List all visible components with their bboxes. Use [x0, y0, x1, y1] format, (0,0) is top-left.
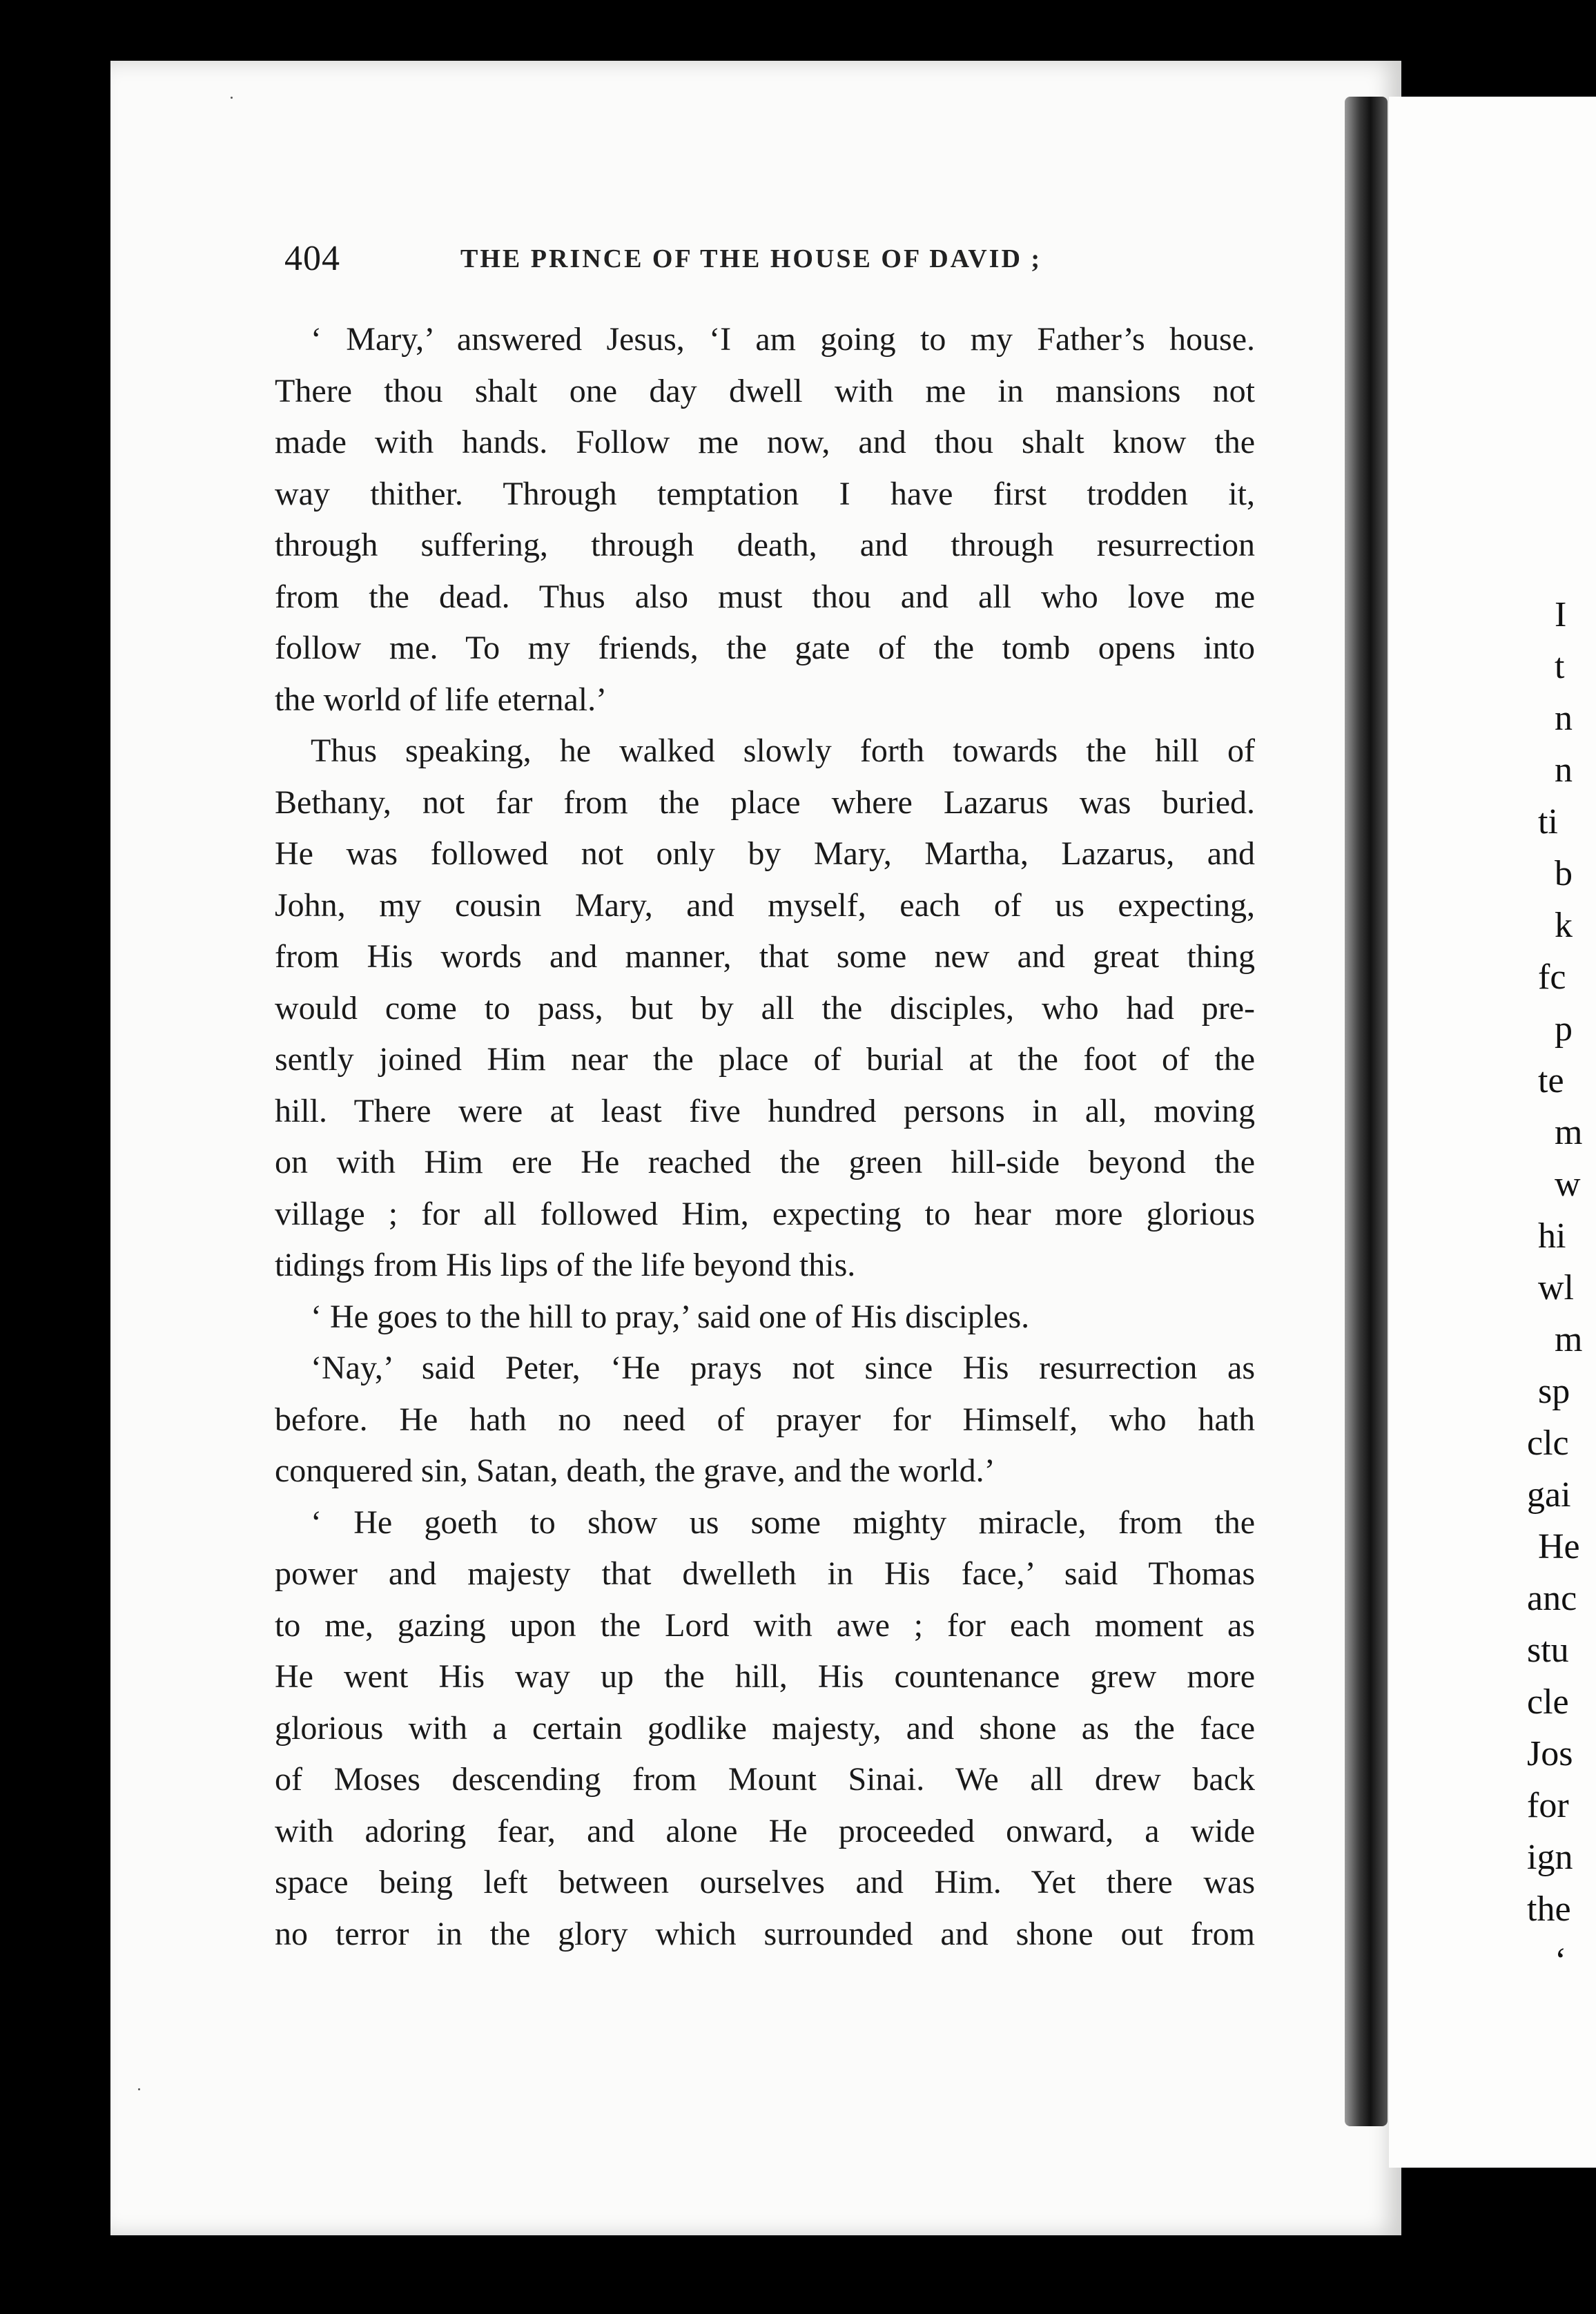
facing-page-fragment: cle: [1527, 1682, 1569, 1722]
facing-page-fragment: t: [1555, 647, 1565, 686]
facing-page-fragment: hi: [1538, 1216, 1566, 1256]
text-line: village ; for all followed Him, expecting to hear more glorious: [275, 1195, 1255, 1232]
facing-page-fragment: anc: [1527, 1579, 1577, 1618]
text-line: tidings from His lips of the life beyond this.: [275, 1247, 856, 1283]
text-line: of Moses descending from Mount Sinai. We all drew back: [275, 1761, 1255, 1798]
text-line: He went His way up the hill, His countenance grew more: [275, 1658, 1255, 1695]
body-text: [275, 314, 1255, 1960]
text-line: He was followed not only by Mary, Martha, Lazarus, and: [275, 835, 1255, 872]
scan-speck: [231, 97, 233, 99]
text-line: follow me. To my friends, the gate of the tomb opens into: [275, 630, 1255, 666]
facing-page-fragment: the: [1527, 1889, 1571, 1929]
facing-page-fragment: ti: [1538, 802, 1558, 842]
facing-page-fragment: n: [1555, 750, 1573, 790]
facing-page-fragment: w: [1555, 1165, 1581, 1204]
facing-page-fragment: gai: [1527, 1475, 1571, 1515]
text-line: glorious with a certain godlike majesty, and shone as the face: [275, 1709, 1255, 1747]
facing-page-fragment: ‘: [1555, 1941, 1567, 1981]
facing-page-fragment: sp: [1538, 1372, 1570, 1411]
facing-page-fragment: fc: [1538, 957, 1566, 997]
text-line: conquered sin, Satan, death, the grave, and the world.’: [275, 1452, 995, 1489]
facing-page-fragment: for: [1527, 1786, 1569, 1825]
text-line: power and majesty that dwelleth in His face,’ said Thomas: [275, 1555, 1255, 1592]
facing-page-fragment: He: [1538, 1527, 1580, 1566]
book-gutter: [1345, 97, 1388, 2126]
page-number: 404: [284, 239, 340, 278]
facing-page-fragment: clc: [1527, 1423, 1569, 1463]
running-title: THE PRINCE OF THE HOUSE OF DAVID ;: [460, 244, 1042, 273]
facing-page-fragment: b: [1555, 854, 1573, 893]
facing-page-fragment: n: [1555, 699, 1573, 738]
text-line: ‘ He goeth to show us some mighty miracle, from the: [311, 1504, 1255, 1541]
text-line: sently joined Him near the place of burial at the foot of the: [275, 1041, 1255, 1078]
page-header: [284, 238, 1099, 280]
facing-page-fragment: p: [1555, 1009, 1573, 1049]
text-line: There thou shalt one day dwell with me in mansions not: [275, 372, 1255, 409]
text-line: no terror in the glory which surrounded and shone out from: [275, 1915, 1255, 1952]
scan-speck: [138, 2088, 140, 2090]
text-line: from His words and manner, that some new and great thing: [275, 938, 1255, 975]
text-line: through suffering, through death, and through resurrection: [275, 527, 1255, 563]
text-line: Thus speaking, he walked slowly forth towards the hill of: [311, 732, 1255, 769]
text-line: Bethany, not far from the place where Lazarus was buried.: [275, 784, 1255, 821]
facing-page-fragment: te: [1538, 1061, 1564, 1100]
text-line: way thither. Through temptation I have first trodden it,: [275, 475, 1255, 512]
text-line: would come to pass, but by all the disciples, who had pre-: [275, 989, 1255, 1027]
text-line: to me, gazing upon the Lord with awe ; for each moment as: [275, 1606, 1255, 1644]
facing-page-fragment: k: [1555, 906, 1573, 945]
text-line: ‘ He goes to the hill to pray,’ said one of His disciples.: [311, 1298, 1030, 1335]
text-line: ‘ Mary,’ answered Jesus, ‘I am going to my Father’s house.: [311, 321, 1255, 358]
text-line: ‘Nay,’ said Peter, ‘He prays not since His resurrection as: [311, 1350, 1255, 1386]
facing-page-fragment: stu: [1527, 1631, 1569, 1670]
text-line: with adoring fear, and alone He proceeded onward, a wide: [275, 1812, 1255, 1849]
text-line: the world of life eternal.’: [275, 681, 607, 718]
facing-page-fragment: m: [1555, 1113, 1583, 1152]
facing-page-fragment: Jos: [1527, 1734, 1573, 1773]
text-line: on with Him ere He reached the green hill-side beyond the: [275, 1144, 1255, 1180]
text-line: hill. There were at least five hundred persons in all, moving: [275, 1092, 1255, 1129]
facing-page-fragment: I: [1555, 595, 1567, 634]
text-line: John, my cousin Mary, and myself, each of us expecting,: [275, 886, 1255, 924]
text-line: before. He hath no need of prayer for Himself, who hath: [275, 1401, 1255, 1438]
text-line: space being left between ourselves and Him. Yet there was: [275, 1864, 1255, 1900]
facing-page-fragment: wl: [1538, 1268, 1574, 1307]
text-line: from the dead. Thus also must thou and all who love me: [275, 578, 1255, 615]
text-line: made with hands. Follow me now, and thou shalt know the: [275, 424, 1255, 460]
facing-page-fragment: m: [1555, 1320, 1583, 1359]
facing-page-fragment: ign: [1527, 1838, 1573, 1877]
